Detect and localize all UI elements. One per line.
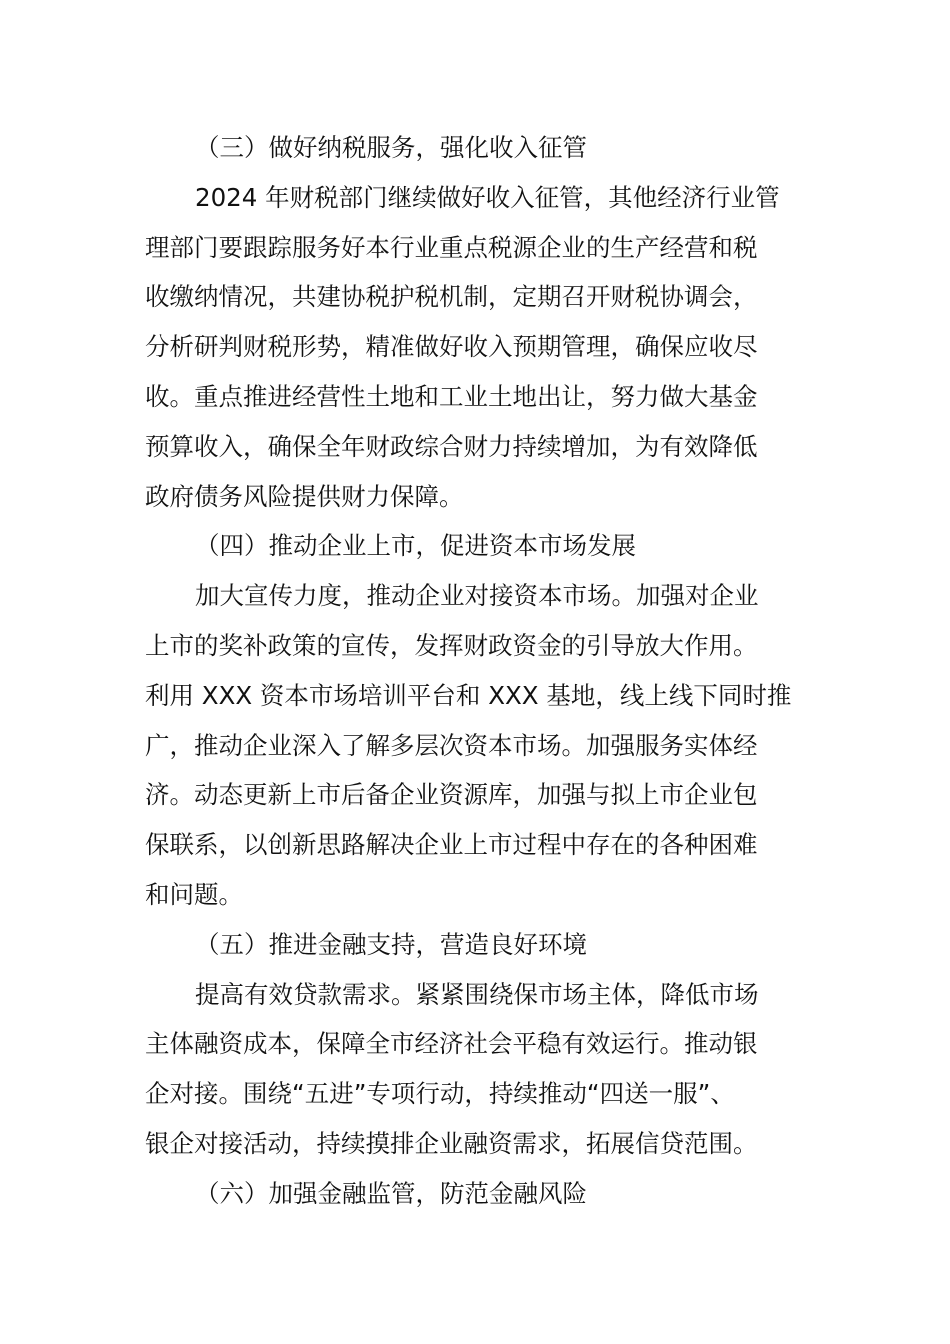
document-body: [145, 123, 815, 1219]
paragraph-line: 和问题。: [145, 879, 243, 909]
paragraph-line: 利用 XXX 资本市场培训平台和 XXX 基地，线上线下同时推: [145, 680, 792, 710]
paragraph-line: 2024 年财税部门继续做好收入征管，其他经济行业管: [195, 182, 780, 212]
section-heading: （四）推动企业上市，促进资本市场发展: [195, 531, 636, 561]
paragraph-line: 预算收入，确保全年财政综合财力持续增加，为有效降低: [145, 431, 758, 461]
paragraph-line: 企对接。围绕“五进”专项行动，持续推动“四送一服”、: [145, 1079, 735, 1109]
paragraph-line: 提高有效贷款需求。紧紧围绕保市场主体，降低市场: [195, 979, 759, 1009]
section-heading: （三）做好纳税服务，强化收入征管: [195, 133, 587, 162]
paragraph-line: 政府债务风险提供财力保障。: [145, 481, 464, 511]
paragraph-line: 上市的奖补政策的宣传，发挥财政资金的引导放大作用。: [145, 630, 758, 660]
paragraph-line: 济。动态更新上市后备企业资源库，加强与拟上市企业包: [145, 780, 758, 810]
paragraph-line: 加大宣传力度，推动企业对接资本市场。加强对企业: [195, 581, 759, 611]
paragraph-line: 理部门要跟踪服务好本行业重点税源企业的生产经营和税: [145, 232, 758, 262]
paragraph-line: 收。重点推进经营性土地和工业土地出让，努力做大基金: [145, 381, 758, 411]
paragraph-line: 广，推动企业深入了解多层次资本市场。加强服务实体经: [145, 730, 758, 760]
section-heading: （五）推进金融支持，营造良好环境: [195, 929, 587, 959]
paragraph-line: 收缴纳情况，共建协税护税机制，定期召开财税协调会，: [145, 282, 758, 312]
paragraph-line: 银企对接活动，持续摸排企业融资需求，拓展信贷范围。: [145, 1128, 758, 1158]
paragraph-line: 分析研判财税形势，精准做好收入预期管理，确保应收尽: [145, 332, 758, 362]
paragraph-line: 主体融资成本，保障全市经济社会平稳有效运行。推动银: [145, 1029, 758, 1059]
section-heading: （六）加强金融监管，防范金融风险: [195, 1178, 587, 1208]
paragraph-line: 保联系，以创新思路解决企业上市过程中存在的各种困难: [145, 830, 758, 860]
